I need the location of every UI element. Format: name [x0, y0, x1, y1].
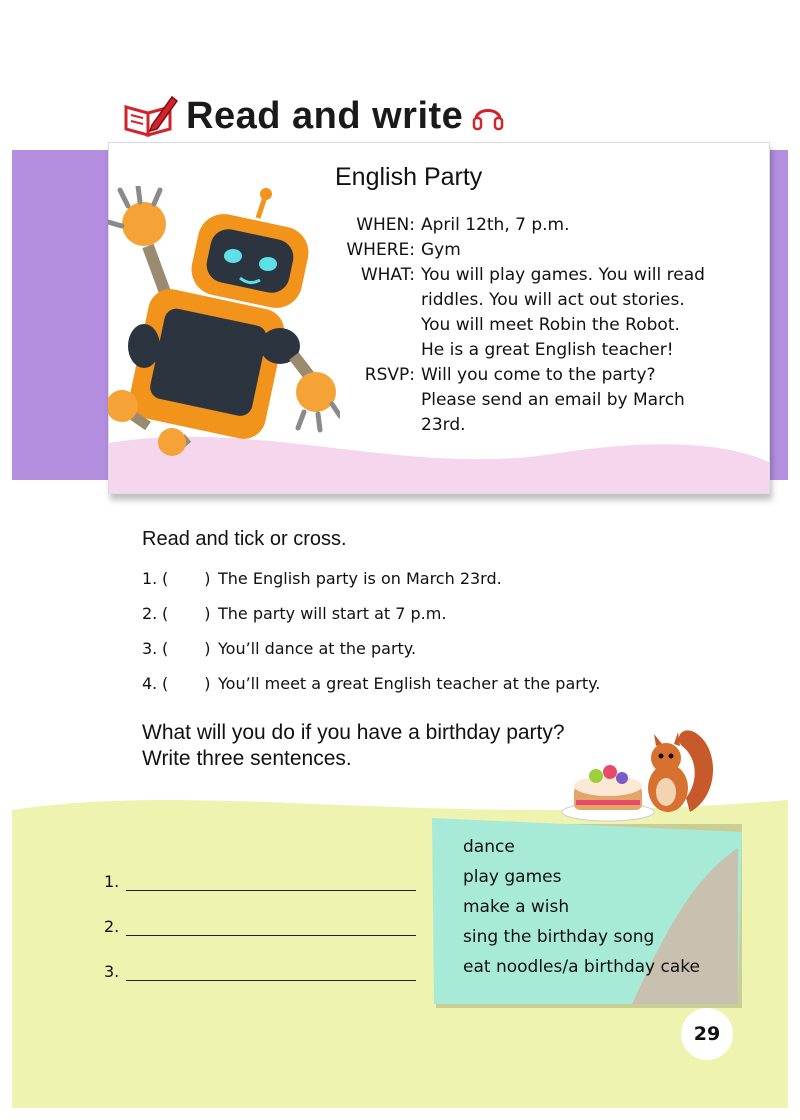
detail-line: Will you come to the party?: [421, 365, 656, 385]
detail-line: You will meet Robin the Robot.: [421, 315, 680, 335]
page-number: 29: [681, 1008, 733, 1060]
detail-row-what: [335, 263, 731, 363]
word-bank-item: dance: [463, 837, 515, 857]
list-item: 3. ( ) You’ll dance at the party.: [142, 636, 600, 671]
instruction-line: What will you do if you have a birthday party?: [142, 721, 565, 744]
exercise1-instruction: Read and tick or cross.: [142, 528, 347, 550]
invitation-details: [335, 213, 731, 438]
robot-illustration: [108, 186, 340, 456]
answer-lines: [104, 846, 416, 981]
detail-line: Gym: [421, 240, 461, 260]
list-item: 2. ( ) The party will start at 7 p.m.: [142, 601, 600, 636]
detail-row-rsvp: [335, 363, 731, 438]
word-bank-item: eat noodles/a birthday cake: [463, 957, 700, 977]
exercise1-list: [142, 566, 600, 706]
section-heading: [122, 88, 505, 144]
detail-line: You will play games. You will read: [421, 265, 705, 285]
headphones-icon: [471, 99, 505, 133]
instruction-line: Write three sentences.: [142, 747, 352, 770]
word-bank-item: sing the birthday song: [463, 927, 655, 947]
invitation-title: English Party: [335, 163, 483, 191]
detail-row-when: [335, 213, 731, 238]
detail-label: WHEN:: [356, 215, 415, 235]
word-bank-item: make a wish: [463, 897, 570, 917]
detail-label: WHAT:: [360, 265, 415, 285]
word-bank: [463, 832, 700, 982]
answer-bracket[interactable]: ( ): [162, 569, 211, 588]
exercise2-instruction: [142, 720, 565, 772]
squirrel-icon: [630, 726, 720, 816]
statement-text: The English party is on March 23rd.: [218, 569, 502, 588]
statement-text: You’ll dance at the party.: [218, 639, 417, 658]
answer-line[interactable]: 2.: [104, 891, 416, 936]
detail-label: WHERE:: [346, 240, 415, 260]
answer-line[interactable]: 1.: [104, 846, 416, 891]
list-item: 1. ( ) The English party is on March 23rd.: [142, 566, 600, 601]
detail-line: Please send an email by March: [421, 390, 685, 410]
answer-bracket[interactable]: ( ): [162, 639, 211, 658]
pencil-book-icon: [122, 93, 178, 139]
answer-line[interactable]: 3.: [104, 936, 416, 981]
statement-text: You’ll meet a great English teacher at the party.: [218, 674, 601, 693]
statement-text: The party will start at 7 p.m.: [218, 604, 447, 623]
purple-band-right: [768, 150, 788, 480]
word-bank-item: play games: [463, 867, 562, 887]
answer-bracket[interactable]: ( ): [162, 674, 211, 693]
detail-line: 23rd.: [421, 415, 466, 435]
detail-line: He is a great English teacher!: [421, 340, 674, 360]
detail-line: riddles. You will act out stories.: [421, 290, 685, 310]
detail-label: RSVP:: [364, 365, 415, 385]
purple-band-left: [12, 150, 112, 480]
answer-bracket[interactable]: ( ): [162, 604, 211, 623]
section-title: Read and write: [186, 94, 464, 137]
detail-line: April 12th, 7 p.m.: [421, 215, 570, 235]
list-item: 4. ( ) You’ll meet a great English teacher at the party.: [142, 671, 600, 706]
detail-row-where: [335, 238, 731, 263]
